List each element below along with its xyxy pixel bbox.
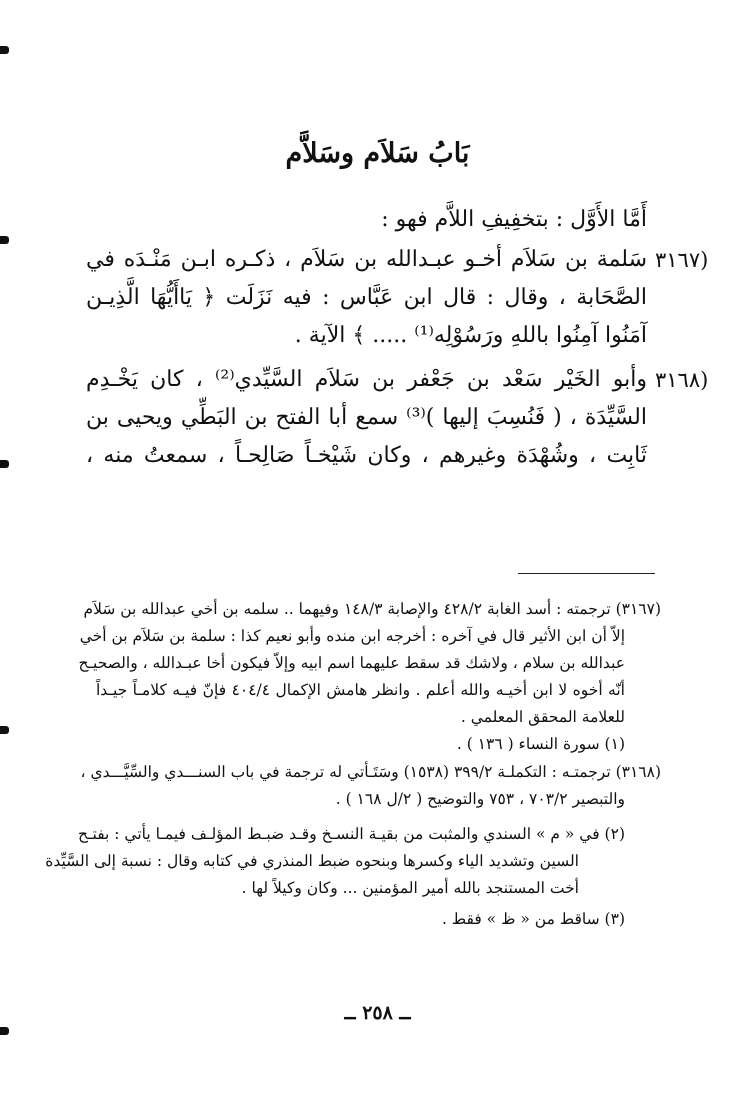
entry-number: (٣١٦٨ bbox=[655, 368, 709, 392]
entry-3167-line: آمَنُوا آمِنُوا باللهِ ورَسُوْلِه⁽¹⁾ ..... ﴾ الآية . bbox=[294, 323, 647, 348]
footnote-line: أخت المستنجد بالله أمير المؤمنين ... وكان وكيلاً لها . bbox=[241, 879, 579, 897]
footnote-line: للعلامة المحقق المعلمي . bbox=[460, 708, 625, 726]
scan-edge-mark bbox=[0, 46, 9, 54]
footnote-line: عبدالله بن سلام ، ولاشك قد سقط عليهما اسم ابيه وإلاّ فيكون أخا عبـدالله ، والصحيـح bbox=[78, 654, 625, 672]
footnote-separator bbox=[518, 573, 655, 574]
entry-3168-line: ثَابِت ، وشُهْدَة وغيرهم ، وكان شَيْخـاً صَالِحـاً ، سمعتُ منه ، bbox=[86, 443, 647, 468]
scan-edge-mark bbox=[0, 726, 9, 734]
scan-edge-mark bbox=[0, 1027, 9, 1035]
scan-edge-mark bbox=[0, 460, 9, 468]
footnote-line: (٣١٦٨) ترجمتـه : التكملـة ٣٩٩/٢ (١٥٣٨) وسَتَـأتي له ترجمة في باب السنـــدي والسِّيَّـــدي ، bbox=[80, 763, 661, 781]
footnote-line: (٣) ساقط من « ظ » فقط . bbox=[441, 910, 625, 928]
footnote-line: (١) سورة النساء ( ١٣٦ ) . bbox=[456, 735, 625, 753]
footnote-line: إلاّ أن ابن الأثير قال في آخره : أخرجه ابن منده وأبو نعيم كذا : سلمة بن سَلاَم بن أخي bbox=[79, 627, 625, 645]
footnote-line: السين وتشديد الياء وكسرها وبنحوه ضبط المنذري في كتابه وقال : نسبة إلى السَّيِّدة bbox=[45, 852, 579, 870]
page-number: ــ ٢٥٨ ــ bbox=[344, 1002, 411, 1024]
intro-line: أَمَّا الأَوَّل : بتخفِيفِ اللاَّم فهو : bbox=[381, 207, 647, 232]
entry-3168-line: وأبو الخَيْر سَعْد بن جَعْفر بن سَلاَم السَّيِّدي⁽²⁾ ، كان يَخْـدِم bbox=[86, 367, 647, 392]
chapter-title: بَابُ سَلاَم وسَلاَّم bbox=[285, 138, 470, 169]
entry-3168-line: السَّيِّدَة ، ( فَنُسِبَ إليها )⁽³⁾ سمع أبا الفتح بن البَطِّي ويحيى بن bbox=[86, 405, 647, 430]
entry-number: (٣١٦٧ bbox=[655, 248, 709, 272]
footnote-line: والتبصير ٧٠٣/٢ ، ٧٥٣ والتوضيح ( ٢/ل ١٦٨ ) . bbox=[335, 790, 625, 808]
entry-3167-line: الصَّحَابة ، وقال : قال ابن عَبَّاس : فيه نَزَلَت ﴿ يَاأَيُّهَا الَّذِيـن bbox=[86, 285, 647, 310]
footnote-line: (٣١٦٧) ترجمته : أسد الغابة ٤٢٨/٢ والإصابة ١٤٨/٣ وفيهما .. سلمه بن أخي عبدالله بن سَلاَم bbox=[83, 600, 661, 618]
footnote-line: أنّه أخوه لا ابن أخيـه والله أعلم . وانظر هامش الإكمال ٤٠٤/٤ فإنّ فيـه كلامـاً جيـداً bbox=[96, 681, 625, 699]
footnote-line: (٢) في « م » السندي والمثبت من بقيـة النسـخ وقـد ضبـط المؤلـف فيمـا يأتي : بفتـح bbox=[77, 825, 625, 843]
scan-edge-mark bbox=[0, 236, 9, 244]
entry-3167-line: سَلمة بن سَلاَم أخـو عبـدالله بن سَلاَم ، ذكـره ابـن مَنْـدَه في bbox=[86, 247, 647, 272]
